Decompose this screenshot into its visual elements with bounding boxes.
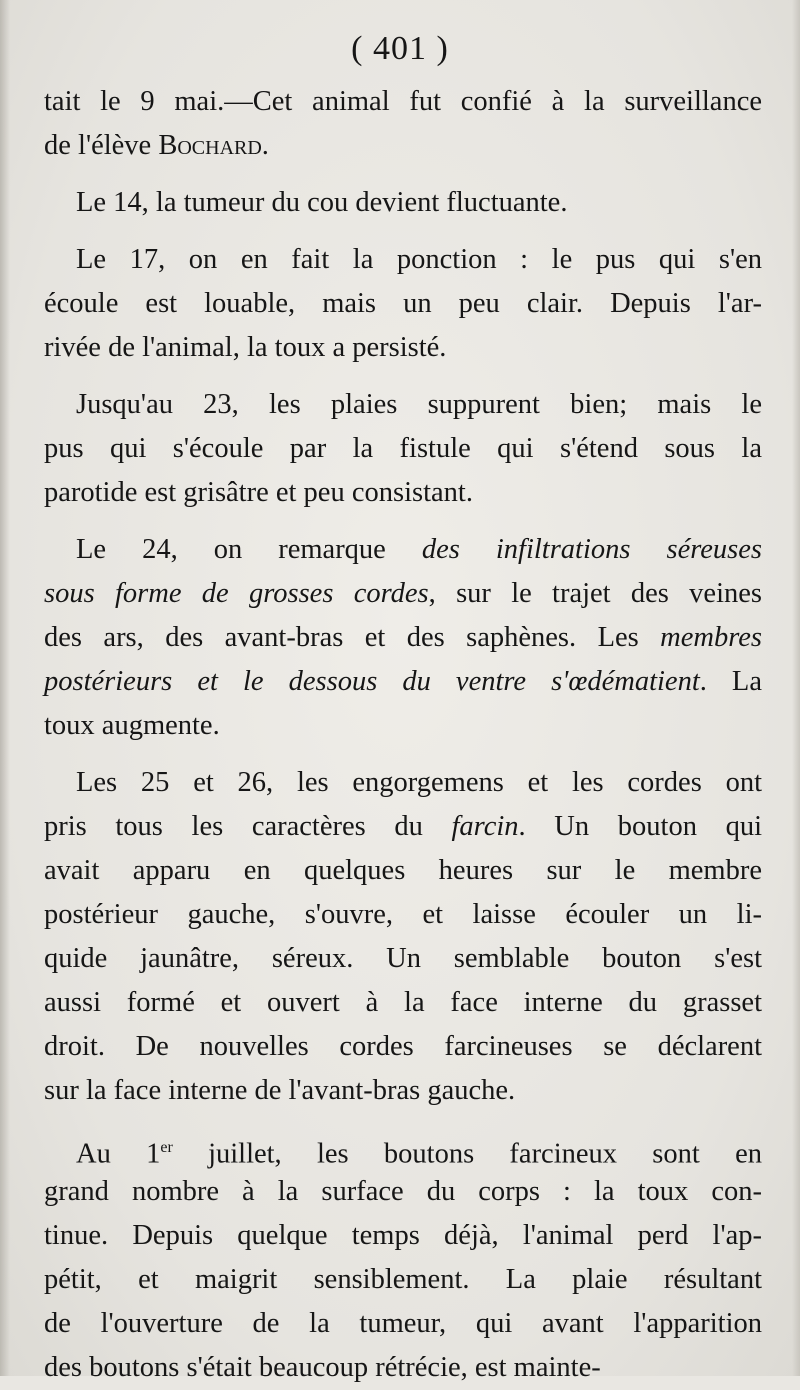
text-line bbox=[44, 704, 762, 748]
text-run: Le 14, la tumeur du cou devient fluctuante. bbox=[76, 187, 568, 218]
text-line bbox=[44, 528, 762, 572]
text-line bbox=[44, 849, 762, 893]
text-run: avait apparu en quelques heures sur le membre bbox=[44, 855, 762, 886]
text-line bbox=[44, 1346, 762, 1390]
text-run: aussi formé et ouvert à la face interne du grasset bbox=[44, 987, 762, 1018]
text-run: Les 25 et 26, les engorgemens et les cordes ont bbox=[76, 767, 762, 798]
text-run: postérieur gauche, s'ouvre, et laisse écouler un li- bbox=[44, 899, 762, 930]
text-line bbox=[44, 1302, 762, 1346]
text-run: pétit, et maigrit sensiblement. La plaie résultant bbox=[44, 1264, 762, 1295]
text-run: . Un bouton qui bbox=[518, 811, 763, 842]
text-line bbox=[44, 893, 762, 937]
text-run: juillet, les boutons farcineux sont en bbox=[172, 1138, 762, 1170]
text-line bbox=[44, 660, 762, 704]
text-run: des boutons s'était beaucoup rétrécie, est mainte- bbox=[44, 1352, 601, 1383]
paragraph bbox=[44, 1126, 762, 1390]
text-line bbox=[44, 761, 762, 805]
text-line bbox=[44, 616, 762, 660]
page-number: ( 401 ) bbox=[351, 30, 449, 67]
paragraph-gap bbox=[44, 370, 762, 383]
text-line bbox=[44, 181, 762, 225]
paragraph-gap bbox=[44, 168, 762, 181]
text-line bbox=[44, 572, 762, 616]
text-line bbox=[44, 1170, 762, 1214]
small-caps-name: Bochard bbox=[158, 130, 262, 161]
page-edge-shadow-left bbox=[0, 0, 10, 1376]
text-line bbox=[44, 427, 762, 471]
text-run: pus qui s'écoule par la fistule qui s'étend sous la bbox=[44, 433, 762, 464]
paragraph bbox=[44, 238, 762, 370]
text-line bbox=[44, 1126, 762, 1170]
text-run: des ars, des avant-bras et des saphènes. Les bbox=[44, 622, 661, 653]
text-run: pris tous les caractères du bbox=[44, 811, 452, 842]
paragraph bbox=[44, 383, 762, 515]
text-run: . La bbox=[699, 666, 762, 697]
text-line bbox=[44, 124, 762, 168]
text-run: rivée de l'animal, la toux a persisté. bbox=[44, 332, 447, 363]
text-line bbox=[44, 383, 762, 427]
text-run: Le 17, on en fait la ponction : le pus qui s'en bbox=[76, 244, 762, 275]
text-line bbox=[44, 471, 762, 515]
text-run: Au 1 bbox=[76, 1138, 161, 1170]
superscript: er bbox=[160, 1139, 173, 1156]
italic-text: des infiltrations séreuses bbox=[421, 534, 762, 565]
paragraph-gap bbox=[44, 748, 762, 761]
text-line bbox=[44, 981, 762, 1025]
text-run: écoule est louable, mais un peu clair. Depuis l'ar- bbox=[44, 288, 762, 319]
paragraph bbox=[44, 761, 762, 1113]
text-line bbox=[44, 1069, 762, 1113]
text-run: tinue. Depuis quelque temps déjà, l'animal perd l'ap- bbox=[44, 1220, 762, 1251]
paragraph bbox=[44, 528, 762, 748]
text-run: de l'élève bbox=[44, 130, 159, 161]
text-run: quide jaunâtre, séreux. Un semblable bouton s'est bbox=[44, 943, 762, 974]
paragraph bbox=[44, 80, 762, 168]
text-line bbox=[44, 80, 762, 124]
text-run: droit. De nouvelles cordes farcineuses se déclarent bbox=[44, 1031, 762, 1062]
text-run: . bbox=[261, 130, 269, 161]
text-line bbox=[44, 1025, 762, 1069]
text-run: , sur le trajet des veines bbox=[428, 578, 762, 609]
text-line bbox=[44, 1214, 762, 1258]
italic-text: membres bbox=[660, 622, 762, 653]
body-text bbox=[44, 80, 762, 1390]
text-run: tait le 9 mai.—Cet animal fut confié à la surveillance bbox=[44, 86, 762, 117]
text-run: grand nombre à la surface du corps : la toux con- bbox=[44, 1176, 762, 1207]
page-edge-shadow-right bbox=[792, 0, 800, 1376]
paragraph-gap bbox=[44, 225, 762, 238]
paragraph-gap bbox=[44, 1113, 762, 1126]
text-line bbox=[44, 282, 762, 326]
text-line bbox=[44, 238, 762, 282]
italic-text: postérieurs et le dessous du ventre s'œdématient bbox=[44, 666, 700, 697]
text-line bbox=[44, 1258, 762, 1302]
text-run: Jusqu'au 23, les plaies suppurent bien; mais le bbox=[76, 389, 762, 420]
text-run: toux augmente. bbox=[44, 710, 220, 741]
paragraph bbox=[44, 181, 762, 225]
paragraph-gap bbox=[44, 515, 762, 528]
text-run: sur la face interne de l'avant-bras gauche. bbox=[44, 1075, 516, 1106]
text-line bbox=[44, 326, 762, 370]
text-run: de l'ouverture de la tumeur, qui avant l'apparition bbox=[44, 1308, 762, 1339]
italic-text: farcin bbox=[451, 811, 519, 842]
text-line bbox=[44, 805, 762, 849]
text-run: Le 24, on remarque bbox=[76, 534, 422, 565]
italic-text: sous forme de grosses cordes bbox=[44, 578, 429, 609]
text-line bbox=[44, 937, 762, 981]
text-run: parotide est grisâtre et peu consistant. bbox=[44, 477, 473, 508]
